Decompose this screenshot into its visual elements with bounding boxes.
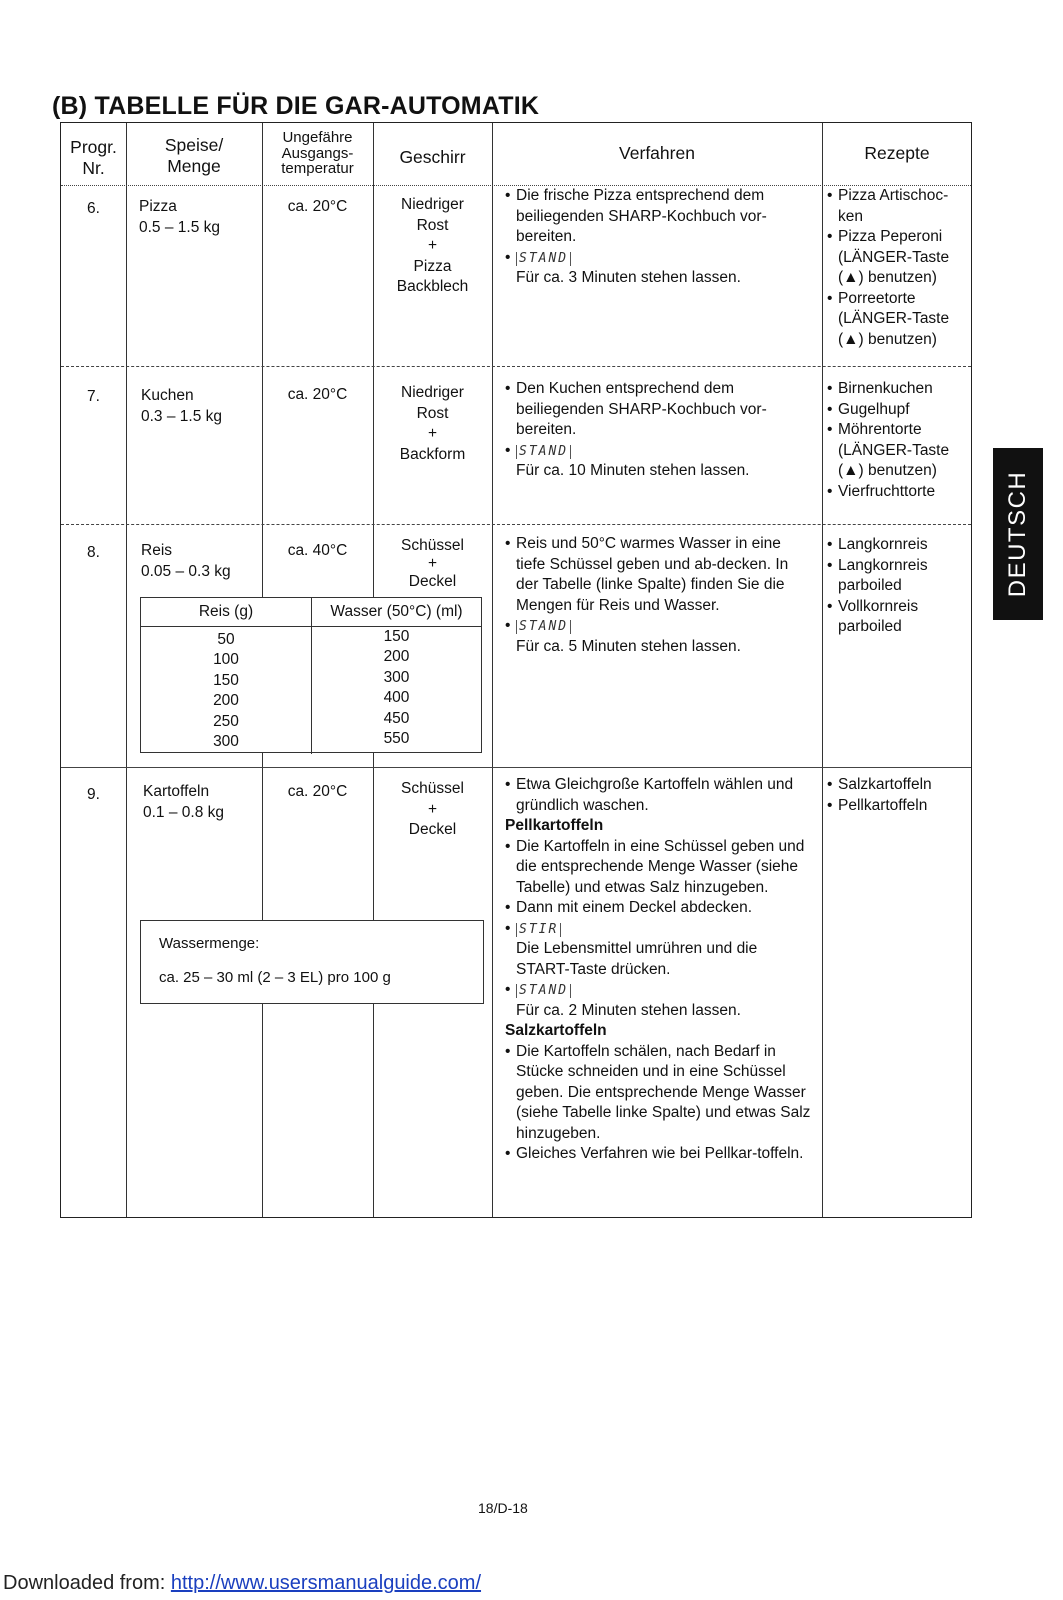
row9-steps: • Etwa Gleichgroße Kartoffeln wählen und gründlich waschen. Pellkartoffeln • Die Kartoffeln in eine Schüssel geben und die entsprechende Menge Wasser (siehe Tabelle) und etwas Salz hinzugeben. • Dann mit einem Deckel abdecken. • STIR Die Lebensmittel umrühren und die START-Taste drücken. • STAND Für ca. 2 Minuten stehen lassen. Salzkartoffeln • Die Kartoffeln schälen, nach Bedarf in Stücke schneiden und in eine Schüssel geben. Die entsprechende Menge Wasser (siehe Tabelle linke Spalte) und etwas Salz hinzugeben. • Gleiches Verfahren wie bei Pellkar-toffeln. [505,775,813,1165]
header-verfahren: Verfahren [619,143,695,163]
row6-food: Pizza 0.5 – 1.5 kg [139,198,221,236]
row6-recipes: • Pizza Artischoc-ken • Pizza Peperoni (LÄNGER-Taste (▲) benutzen) • Porreetorte (LÄNGER-Taste (▲) benutzen) [827,186,967,350]
row7-dish: Niedriger Rost + Backform [399,384,466,463]
row6-dish: Niedriger Rost + Pizza Backblech [396,196,469,295]
water-amount-box: Wassermenge: ca. 25 – 30 ml (2 – 3 EL) pro 100 g [140,920,484,1004]
row8-nr: 8. [87,544,100,561]
row8-steps: • Reis und 50°C warmes Wasser in eine tiefe Schüssel geben und ab-decken. In der Tabelle (linke Spalte) finden Sie die Mengen für Reis und Wasser. • STAND Für ca. 5 Minuten stehen lassen. [505,534,810,657]
row9-temp: ca. 20°C [287,783,348,800]
row7-steps: • Den Kuchen entsprechend dem beiliegenden SHARP-Kochbuch vor-bereiten. • STAND Für ca. 10 Minuten stehen lassen. [505,379,810,482]
row9-nr: 9. [87,786,100,803]
rice-values: 50 100 150 200 250 300 [141,626,312,754]
row7-recipes: • Birnenkuchen • Gugelhupf • Möhrentorte (LÄNGER-Taste (▲) benutzen) • Vierfruchttorte [827,379,967,502]
cooking-table [60,122,972,1218]
page-title: (B) TABELLE FÜR DIE GAR-AUTOMATIK [52,92,540,120]
row8-food: Reis 0.05 – 0.3 kg [141,542,231,580]
row9-food: Kartoffeln 0.1 – 0.8 kg [143,783,225,821]
row6-temp: ca. 20°C [287,198,348,215]
water-values: 150 200 300 400 450 550 [383,627,410,748]
header-temp: Ungefähre Ausgangs- temperatur [281,129,354,177]
row7-nr: 7. [87,388,100,405]
stand-display: STAND [516,445,571,459]
row7-food: Kuchen 0.3 – 1.5 kg [141,387,223,425]
row8-dish: Schüssel + Deckel [401,537,464,590]
stand-display: STAND [516,252,571,266]
rice-head: Reis (g) [141,598,312,626]
row8-temp: ca. 40°C [287,542,348,559]
source-link[interactable]: http://www.usersmanualguide.com/ [170,1572,482,1594]
header-rezepte: Rezepte [864,143,930,163]
download-footer: Downloaded from: http://www.usersmanualguide.com/ [3,1572,482,1594]
stand-display: STAND [516,984,571,998]
row8-recipes: • Langkornreis • Langkornreis parboiled • Vollkornreis parboiled [827,535,967,638]
row9-recipes: • Salzkartoffeln • Pellkartoffeln [827,775,967,816]
language-tab: DEUTSCH [993,448,1043,620]
row6-steps: • Die frische Pizza entsprechend dem beiliegenden SHARP-Kochbuch vor-bereiten. • STAND Für ca. 3 Minuten stehen lassen. [505,186,810,289]
water-head: Wasser (50°C) (ml) [330,602,463,620]
row9-dish: Schüssel + Deckel [401,780,464,838]
header-prog: Progr. Nr. [70,137,117,178]
header-speise: Speise/ Menge [164,135,224,176]
rice-water-table [140,597,482,753]
stir-display: STIR [516,923,561,937]
stand-display: STAND [516,620,571,634]
page-number: 18/D-18 [478,1500,528,1516]
row7-temp: ca. 20°C [287,386,348,403]
header-geschirr: Geschirr [399,147,466,167]
row6-nr: 6. [87,200,100,217]
